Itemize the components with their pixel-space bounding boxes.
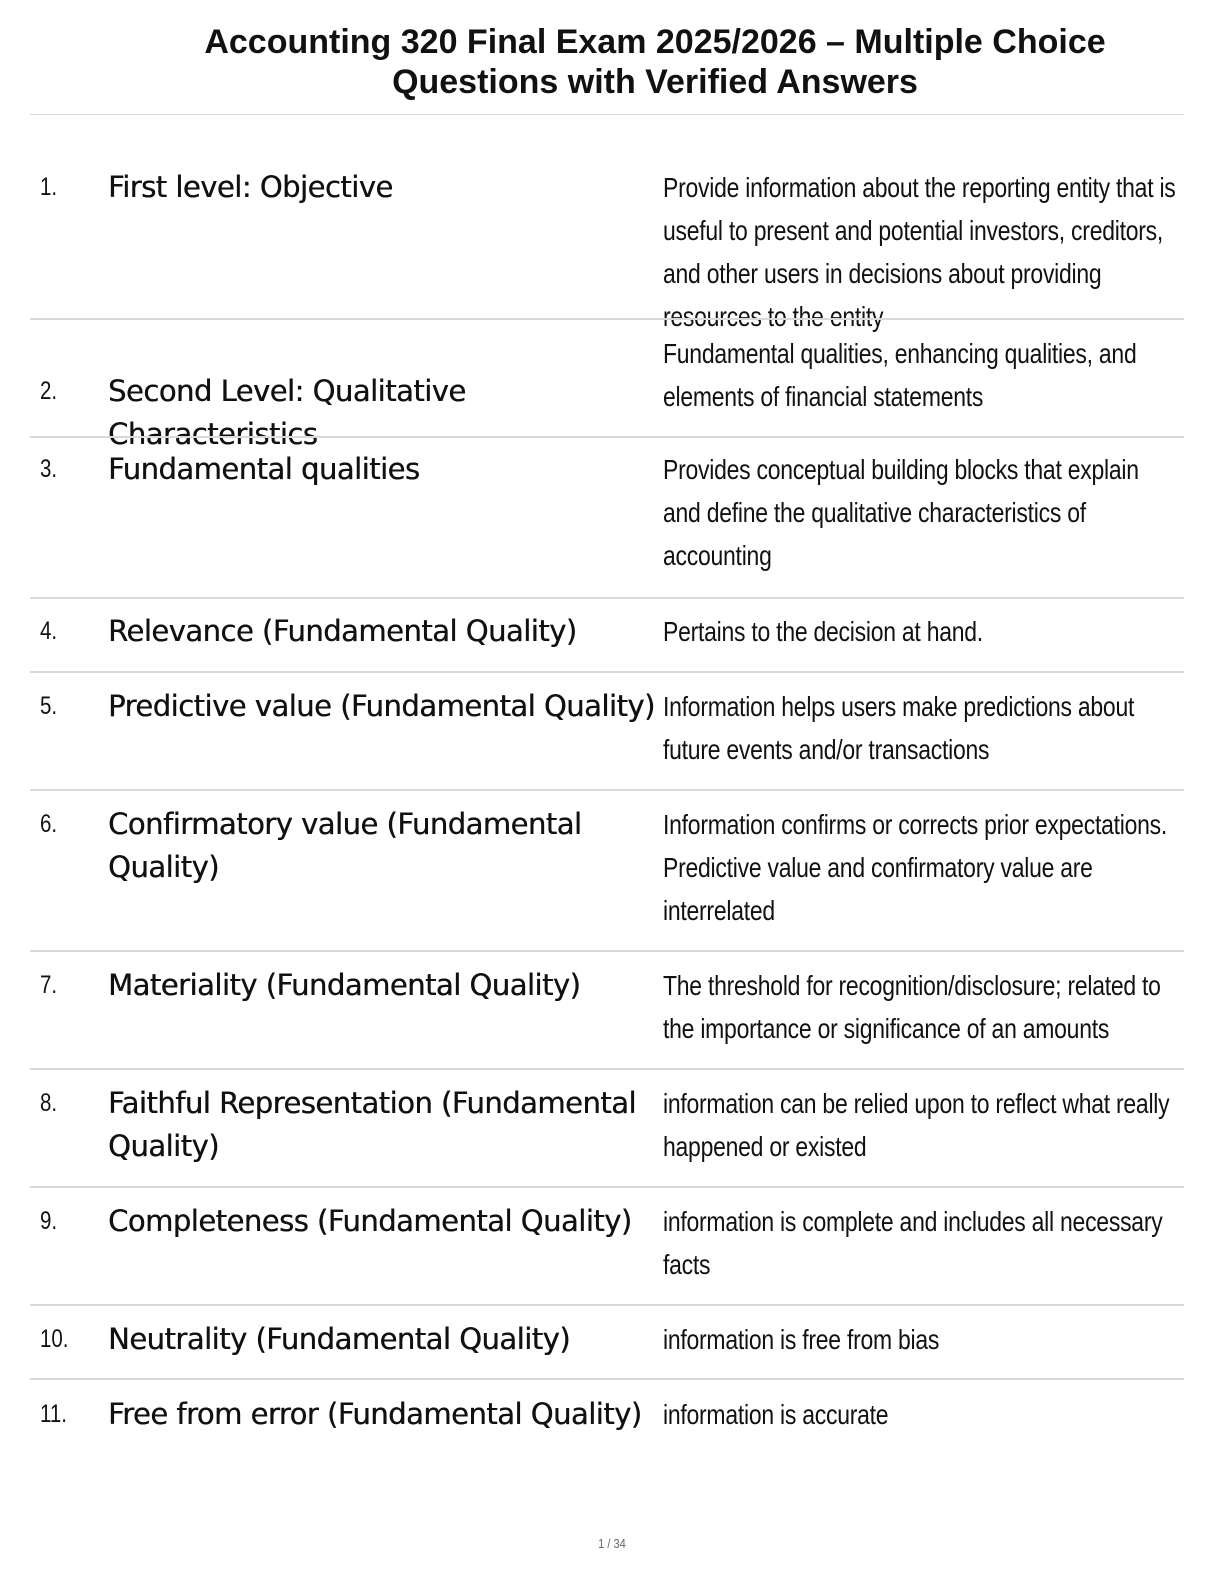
term: Free from error (Fundamental Quality) <box>108 1397 642 1431</box>
row-divider <box>30 1068 1184 1070</box>
term: Completeness (Fundamental Quality) <box>108 1204 632 1238</box>
definition: information is complete and includes all necessary facts <box>663 1206 1163 1280</box>
title-divider <box>30 114 1184 115</box>
title-line-1: Accounting 320 Final Exam 2025/2026 – Multiple Choice <box>204 23 1106 61</box>
item-number: 7. <box>40 971 58 999</box>
page-indicator: 1 / 34 <box>598 1536 626 1551</box>
row-divider <box>30 950 1184 952</box>
term: Confirmatory value (Fundamental Quality) <box>108 807 582 884</box>
item-number: 10. <box>40 1325 69 1353</box>
row-divider <box>30 597 1184 599</box>
row-divider <box>30 1378 1184 1380</box>
item-number: 11. <box>40 1400 67 1428</box>
definition: Pertains to the decision at hand. <box>663 616 983 647</box>
definition: Provide information about the reporting entity that is useful to present and potential investors, creditors, and other users in decisions about providing resources to the entity <box>663 172 1176 332</box>
term: Second Level: Qualitative Characteristics <box>108 374 466 451</box>
item-number: 6. <box>40 810 58 838</box>
page-title <box>60 22 1224 102</box>
definition: information is free from bias <box>663 1324 940 1355</box>
row-divider <box>30 318 1184 320</box>
term: Neutrality (Fundamental Quality) <box>108 1322 571 1356</box>
term: Relevance (Fundamental Quality) <box>108 614 577 648</box>
item-number: 3. <box>40 455 58 483</box>
item-number: 2. <box>40 377 58 405</box>
item-number: 4. <box>40 617 58 645</box>
term: Fundamental qualities <box>108 452 420 486</box>
row-divider <box>30 789 1184 791</box>
definition: information can be relied upon to reflect what really happened or existed <box>663 1088 1170 1162</box>
term: First level: Objective <box>108 170 393 204</box>
term: Predictive value (Fundamental Quality) <box>108 689 655 723</box>
row-divider <box>30 1304 1184 1306</box>
definition: Fundamental qualities, enhancing qualities, and elements of financial statements <box>663 338 1137 412</box>
row-divider <box>30 1186 1184 1188</box>
row-divider <box>30 436 1184 438</box>
item-number: 5. <box>40 692 58 720</box>
term: Faithful Representation (Fundamental Quality) <box>108 1086 636 1163</box>
title-line-2: Questions with Verified Answers <box>392 63 918 101</box>
item-number: 9. <box>40 1207 58 1235</box>
definition: Provides conceptual building blocks that explain and define the qualitative characteristics of accounting <box>663 454 1139 571</box>
row-divider <box>30 671 1184 673</box>
definition: Information confirms or corrects prior expectations. Predictive value and confirmatory value are interrelated <box>663 809 1168 926</box>
item-number: 1. <box>40 173 58 201</box>
definition: information is accurate <box>663 1399 889 1430</box>
definition: The threshold for recognition/disclosure; related to the importance or significance of an amounts <box>663 970 1161 1044</box>
term: Materiality (Fundamental Quality) <box>108 968 581 1002</box>
item-number: 8. <box>40 1089 58 1117</box>
definition: Information helps users make predictions about future events and/or transactions <box>663 691 1135 765</box>
